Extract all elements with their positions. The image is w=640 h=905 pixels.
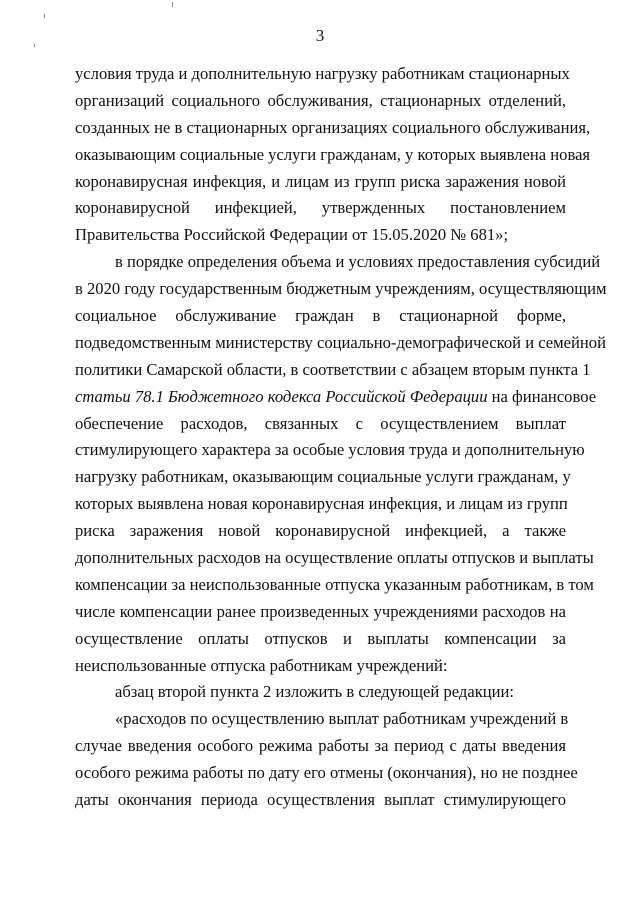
text-segment: статьи 78.1 Бюджетного кодекса Российской Федерации [75,386,488,406]
text-line: организаций социального обслуживания, стационарных отделений, [75,90,566,110]
text-line: дополнительных расходов на осуществление оплаты отпусков и выплаты [75,548,594,568]
paragraph [75,61,591,249]
paragraph [75,679,566,706]
text-segment: на финансовое [487,386,597,406]
text-line: абзац второй пункта 2 изложить в следующей редакции: [115,682,515,702]
text-line: осуществление оплаты отпусков и выплаты компенсации за [75,628,566,648]
text-line: подведомственным министерству социально-демографической и семейной [75,332,606,352]
text-line: даты окончания периода осуществления выплат стимулирующего [75,790,566,810]
text-line: в 2020 году государственным бюджетным учреждениям, осуществляющим [75,279,607,299]
text-line: компенсации за неиспользованные отпуска указанным работникам, в том [75,574,594,594]
text-line: риска заражения новой коронавирусной инфекцией, а также [75,521,566,541]
text-line: коронавирусная инфекция, и лицам из групп риска заражения новой [75,171,566,191]
text-line: которых выявлена новая коронавирусная инфекция, и лицам из групп [75,494,568,514]
text-line: оказывающим социальные услуги гражданам, у которых выявлена новая [75,144,591,164]
page-number: 3 [315,26,325,45]
text-line: неиспользованные отпуска работникам учреждений: [75,655,448,675]
text-line: «расходов по осуществлению выплат работникам учреждений в [115,709,569,729]
scan-speck [172,2,173,7]
text-line: политики Самарской области, в соответствии с абзацем вторым пункта 1 [75,359,591,379]
text-line: в порядке определения объема и условиях предоставления субсидий [115,252,601,272]
text-line: коронавирусной инфекцией, утвержденных постановлением [75,198,566,218]
paragraph [75,249,607,679]
scan-speck [34,44,35,47]
text-line: созданных не в стационарных организациях социального обслуживания, [75,117,591,137]
scan-speck [44,14,45,18]
document-body [75,61,607,814]
text-line: особого режима работы по дату его отмены (окончания), но не позднее [75,763,578,783]
text-line: социальное обслуживание граждан в стационарной форме, [75,306,566,326]
text-line: нагрузку работникам, оказывающим социальные услуги гражданам, у [75,467,571,487]
text-line: случае введения особого режима работы за период с даты введения [75,736,566,756]
text-line: обеспечение расходов, связанных с осуществлением выплат [75,413,566,433]
text-line: стимулирующего характера за особые условия труда и дополнительную [75,440,585,460]
text-line: условия труда и дополнительную нагрузку работникам стационарных [75,64,570,83]
text-line: числе компенсации ранее произведенных учреждениями расходов на [75,601,566,621]
text-line [75,384,597,411]
paragraph [75,706,578,814]
text-line: Правительства Российской Федерации от 15.05.2020 № 681»; [75,225,509,245]
